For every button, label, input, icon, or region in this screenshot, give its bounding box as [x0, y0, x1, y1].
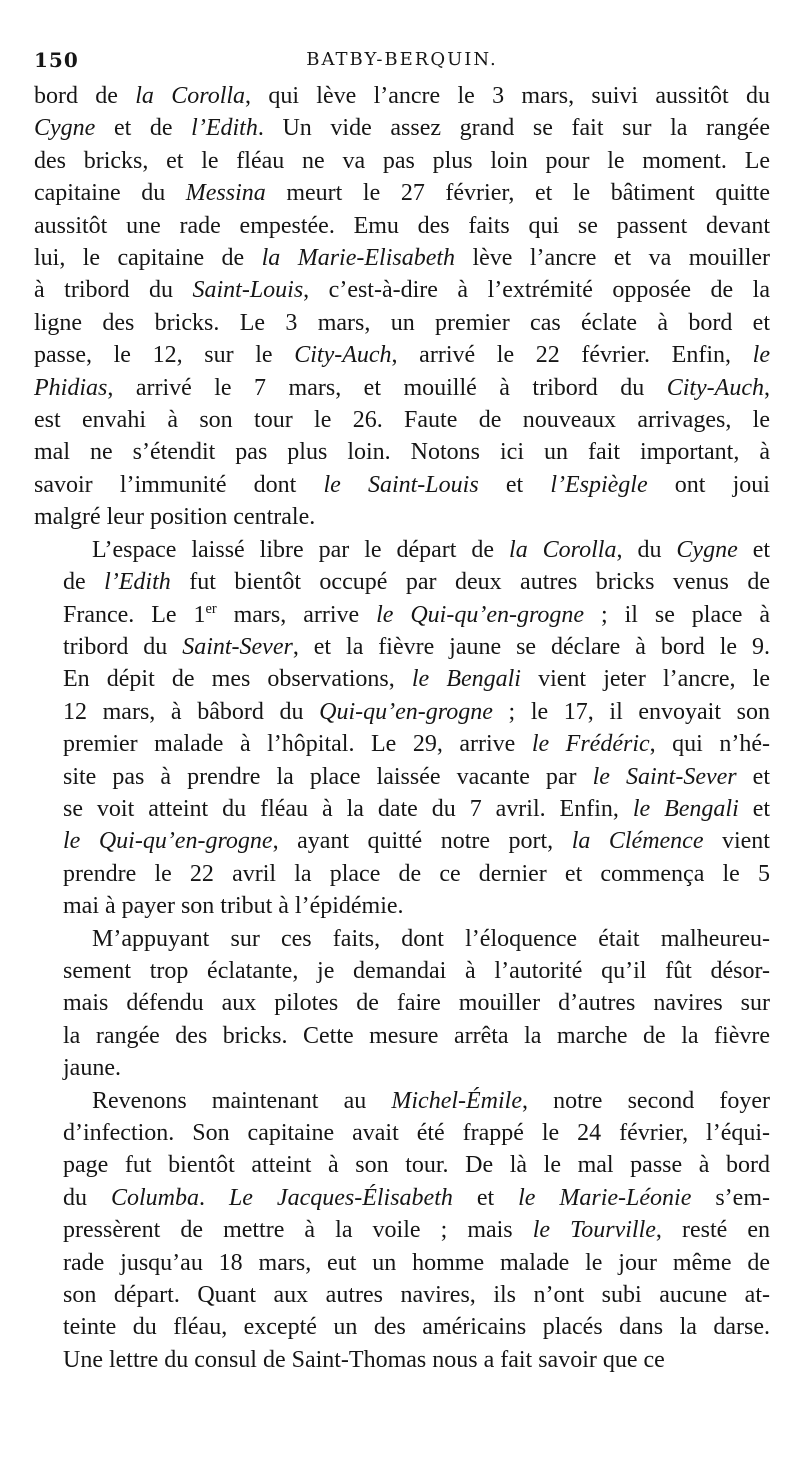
text-line	[34, 469, 770, 501]
text-line	[34, 1279, 770, 1311]
text-run: s’em-	[691, 1184, 770, 1211]
paragraph	[34, 80, 770, 534]
text-run: , qui n’hé-	[649, 731, 770, 758]
text-run: , du	[616, 536, 677, 563]
text-run: ligne des bricks. Le 3 mars, un premier cas éclate à bord et	[34, 309, 770, 336]
italic-name: Michel-Émile	[391, 1087, 522, 1114]
text-run: fut bientôt occupé par deux autres bricks venus de	[170, 569, 771, 596]
paragraph	[34, 1085, 770, 1377]
italic-name: la Marie-Elisabeth	[261, 245, 456, 272]
text-run: tribord du	[63, 633, 183, 660]
text-line	[34, 566, 770, 598]
text-line	[34, 404, 770, 436]
italic-name: l’Edith	[191, 115, 258, 142]
text-run: Revenons maintenant au	[92, 1087, 392, 1114]
page-number: 150	[34, 48, 79, 72]
text-line	[34, 825, 770, 857]
text-line	[34, 728, 770, 760]
italic-name: le Tourville	[532, 1217, 656, 1244]
superscript: er	[205, 600, 217, 617]
italic-name: Columba	[110, 1184, 199, 1211]
text-run: et de	[95, 115, 192, 142]
text-run: est envahi à son tour le 26. Faute de nouveaux arrivages, le	[34, 407, 770, 434]
text-run: du	[63, 1184, 111, 1211]
text-line	[34, 1247, 770, 1279]
text-run: passe, le 12, sur le	[34, 342, 295, 369]
text-line	[34, 145, 770, 177]
text-line	[34, 663, 770, 695]
text-run: ont joui	[647, 471, 770, 498]
italic-name: City-Auch	[294, 342, 392, 369]
text-run: mars, arrive	[216, 601, 377, 628]
text-run: mais défendu aux pilotes de faire mouiller d’autres navires sur	[63, 990, 770, 1017]
text-run: lève l’ancre et va mouiller	[455, 245, 771, 272]
text-run: , c’est-à-dire à l’extrémité opposée de la	[303, 277, 770, 304]
italic-name: le Marie-Léonie	[518, 1184, 692, 1211]
text-line	[34, 1052, 770, 1084]
text-run: à tribord du	[34, 277, 193, 304]
text-line	[34, 274, 770, 306]
running-head: BATBY-BERQUIN.	[306, 49, 498, 70]
text-line	[34, 696, 770, 728]
text-run: jaune.	[63, 1055, 121, 1082]
text-line	[34, 177, 770, 209]
text-line	[34, 112, 770, 144]
text-run: L’espace laissé libre par le départ de	[92, 536, 510, 563]
text-line	[34, 793, 770, 825]
text-run: vient jeter l’ancre, le	[520, 666, 770, 693]
text-run: capitaine du	[34, 180, 186, 207]
text-line	[34, 890, 770, 922]
italic-name: la Clémence	[571, 828, 704, 855]
text-run: site pas à prendre la place laissée vacante par	[63, 763, 593, 790]
text-line	[34, 987, 770, 1019]
text-run: son départ. Quant aux autres navires, ils n’ont subi aucune at-	[63, 1282, 770, 1309]
text-run: aussitôt une rade empestée. Emu des faits qui se passent devant	[34, 212, 770, 239]
text-line	[34, 372, 770, 404]
text-run: sement trop éclatante, je demandai à l’autorité qu’il fût désor-	[63, 957, 770, 984]
text-line	[34, 436, 770, 468]
text-line	[34, 631, 770, 663]
paragraph	[34, 923, 770, 1085]
text-line	[34, 1149, 770, 1181]
text-line	[34, 1182, 770, 1214]
italic-name: Le Jacques-Élisabeth	[228, 1184, 453, 1211]
text-line	[34, 242, 770, 274]
page-header	[34, 45, 770, 75]
text-run: , ayant quitté notre port,	[272, 828, 572, 855]
italic-name: le	[752, 342, 770, 369]
text-run: se voit atteint du fléau à la date du 7 avril. Enfin,	[63, 795, 633, 822]
text-run: et	[452, 1184, 519, 1211]
text-run: rade jusqu’au 18 mars, eut un homme malade le jour même de	[63, 1249, 770, 1276]
text-line	[34, 1344, 770, 1376]
text-run: ; il se place à	[584, 601, 770, 628]
text-line	[34, 339, 770, 371]
italic-name: Qui-qu’en-grogne	[319, 698, 493, 725]
text-run: premier malade à l’hôpital. Le 29, arrive	[63, 731, 532, 758]
italic-name: le Qui-qu’en-grogne	[63, 828, 273, 855]
text-run: lui, le capitaine de	[34, 245, 262, 272]
italic-name: le Saint-Louis	[323, 471, 479, 498]
text-run: et	[737, 536, 771, 563]
text-line	[34, 1117, 770, 1149]
text-run: de	[63, 569, 105, 596]
text-line	[34, 210, 770, 242]
body-text	[34, 80, 770, 1376]
text-run: des bricks, et le fléau ne va pas plus loin pour le moment. Le	[34, 147, 770, 174]
text-run: mal ne s’étendit pas plus loin. Notons ici un fait important, à	[34, 439, 770, 466]
text-run: . Un vide assez grand se fait sur la rangée	[257, 115, 770, 142]
paragraph	[34, 534, 770, 923]
text-run: meurt le 27 février, et le bâtiment quitte	[265, 180, 770, 207]
text-line	[34, 923, 770, 955]
text-line	[34, 955, 770, 987]
text-run: , resté en	[655, 1217, 770, 1244]
italic-name: Phidias	[34, 374, 108, 401]
text-line	[34, 501, 770, 533]
italic-name: Cygne	[34, 115, 96, 142]
text-run: vient	[703, 828, 770, 855]
italic-name: la Corolla	[509, 536, 617, 563]
text-run: mai à payer son tribut à l’épidémie.	[63, 893, 404, 920]
italic-name: le Frédéric	[531, 731, 650, 758]
text-run: , arrivé le 22 février. Enfin,	[391, 342, 753, 369]
italic-name: Saint-Sever	[182, 633, 293, 660]
text-run: bord de	[34, 83, 136, 109]
text-run: 12 mars, à bâbord du	[63, 698, 320, 725]
text-line	[34, 1085, 770, 1117]
text-line	[34, 858, 770, 890]
text-run: savoir l’immunité dont	[34, 471, 324, 498]
text-run: .	[198, 1184, 229, 1211]
text-run: France. Le 1	[63, 601, 206, 628]
text-line	[34, 761, 770, 793]
italic-name: le Bengali	[411, 666, 521, 693]
text-line	[34, 1020, 770, 1052]
text-run: Une lettre du consul de Saint-Thomas nous a fait savoir que ce	[63, 1346, 665, 1373]
italic-name: l’Edith	[104, 569, 171, 596]
text-run: page fut bientôt atteint à son tour. De là le mal passe à bord	[63, 1152, 770, 1179]
italic-name: Saint-Louis	[192, 277, 304, 304]
text-run: , arrivé le 7 mars, et mouillé à tribord du	[107, 374, 667, 401]
text-line	[34, 1311, 770, 1343]
text-run: , notre second foyer	[521, 1087, 771, 1114]
text-run: et	[478, 471, 551, 498]
text-run: , et la fièvre jaune se déclare à bord le 9.	[292, 633, 770, 660]
italic-name: City-Auch	[666, 374, 764, 401]
text-line	[34, 80, 770, 112]
text-run: M’appuyant sur ces faits, dont l’éloquence était malheureu-	[92, 925, 770, 952]
text-run: ; le 17, il envoyait son	[492, 698, 770, 725]
text-run: , qui lève l’ancre le 3 mars, suivi aussitôt du	[245, 83, 770, 109]
italic-name: le Saint-Sever	[592, 763, 737, 790]
text-line	[34, 599, 770, 631]
italic-name: le Bengali	[632, 795, 739, 822]
text-run: ,	[764, 374, 770, 401]
italic-name: l’Espiègle	[550, 471, 648, 498]
italic-name: le Qui-qu’en-grogne	[376, 601, 585, 628]
text-run: d’infection. Son capitaine avait été frappé le 24 février, l’équi-	[63, 1120, 770, 1146]
italic-name: la Corolla	[135, 83, 246, 109]
text-line	[34, 1214, 770, 1246]
italic-name: Cygne	[676, 536, 738, 563]
text-line	[34, 307, 770, 339]
text-run: la rangée des bricks. Cette mesure arrêta la marche de la fièvre	[63, 1022, 770, 1049]
text-run: pressèrent de mettre à la voile ; mais	[63, 1217, 533, 1244]
italic-name: Messina	[185, 180, 266, 207]
text-line	[34, 534, 770, 566]
text-run: prendre le 22 avril la place de ce dernier et commença le 5	[63, 860, 770, 887]
text-run: malgré leur position centrale.	[34, 504, 316, 531]
text-run: et	[736, 763, 771, 790]
text-run: et	[738, 795, 771, 822]
text-run: En dépit de mes observations,	[63, 666, 412, 693]
text-run: teinte du fléau, excepté un des américains placés dans la darse.	[63, 1314, 770, 1341]
